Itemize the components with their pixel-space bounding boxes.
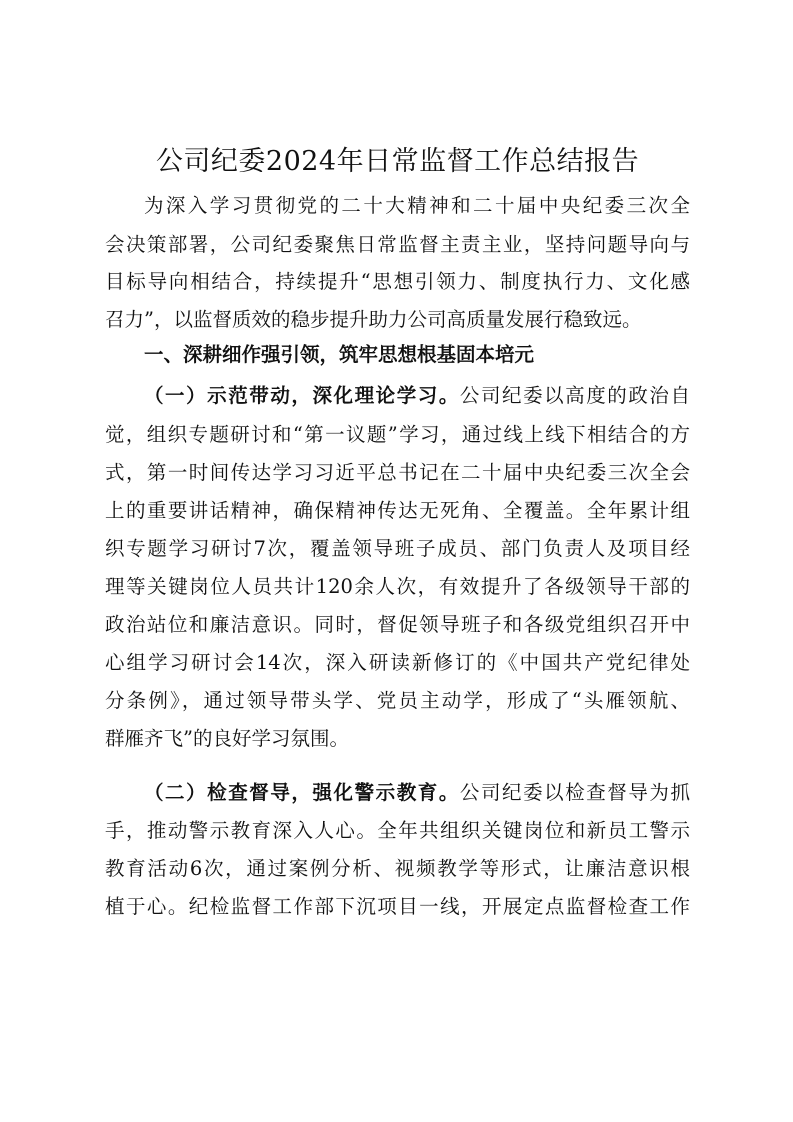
sub-2-line-3: 教育活动6次，通过案例分析、视频教学等形式，让廉洁意识根 [105, 857, 690, 880]
document-title: 公司纪委2024年日常监督工作总结报告 [155, 146, 640, 177]
sub-1-line-4: 上的重要讲话精神，确保精神传达无死角、全覆盖。全年累计组 [105, 499, 690, 522]
intro-line-2: 会决策部署，公司纪委聚焦日常监督主责主业，坚持问题导向与 [105, 233, 690, 256]
sub-2-line-2: 手，推动警示教育深入人心。全年共组织关键岗位和新员工警示 [105, 819, 690, 842]
sub-1-line-5: 织专题学习研讨7次，覆盖领导班子成员、部门负责人及项目经 [105, 537, 690, 560]
sub-1-first-line [144, 383, 690, 409]
sub-1-line-8: 心组学习研讨会14次，深入研读新修订的《中国共产党纪律处 [105, 651, 690, 674]
sub-2-line-4: 植于心。纪检监督工作部下沉项目一线，开展定点监督检查工作 [105, 895, 690, 918]
sub-1-line-10: 群雁齐飞”的良好学习氛围。 [105, 727, 349, 750]
intro-line-3: 目标导向相结合，持续提升“思想引领力、制度执行力、文化感 [105, 270, 690, 293]
sub-1-title: （一）示范带动，深化理论学习。 [144, 384, 460, 407]
sub-2-first-rest: 公司纪委以检查督导为抓 [459, 781, 690, 804]
intro-line-4: 召力”，以监督质效的稳步提升助力公司高质量发展行稳致远。 [105, 308, 642, 331]
intro-line-1: 为深入学习贯彻党的二十大精神和二十届中央纪委三次全 [144, 194, 690, 217]
section-1-heading: 一、深耕细作强引领，筑牢思想根基固本培元 [144, 343, 535, 366]
sub-1-line-9: 分条例》，通过领导带头学、党员主动学，形成了“头雁领航、 [105, 689, 690, 712]
sub-1-first-rest: 公司纪委以高度的政治自 [459, 384, 690, 407]
sub-2-title: （二）检查督导，强化警示教育。 [144, 781, 460, 804]
sub-1-line-2: 觉，组织专题研讨和“第一议题”学习，通过线上线下相结合的方 [105, 423, 690, 446]
sub-1-line-3: 式，第一时间传达学习习近平总书记在二十届中央纪委三次全会 [105, 461, 690, 484]
sub-2-first-line [144, 780, 690, 806]
sub-1-line-7: 政治站位和廉洁意识。同时，督促领导班子和各级党组织召开中 [105, 613, 690, 636]
sub-1-line-6: 理等关键岗位人员共计120余人次，有效提升了各级领导干部的 [105, 575, 690, 598]
